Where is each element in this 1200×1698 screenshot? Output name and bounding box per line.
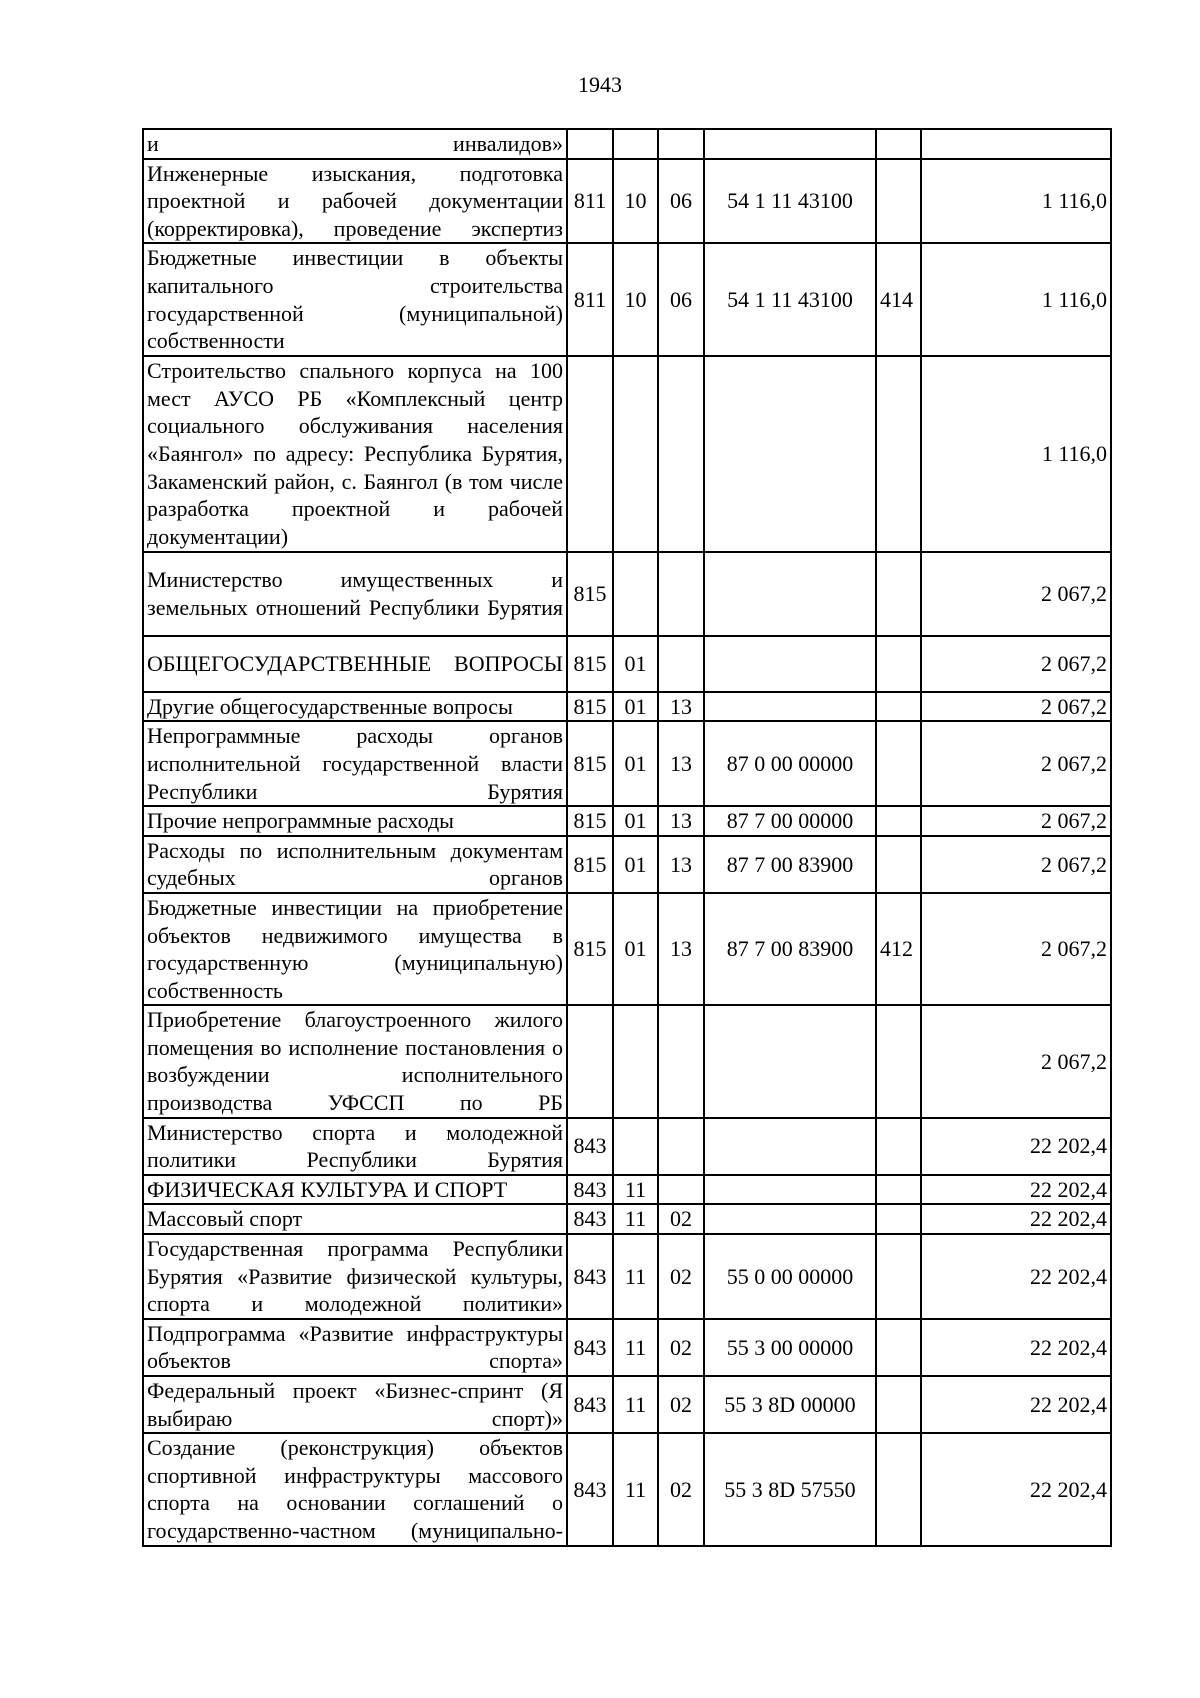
page-number: 1943 [578, 72, 622, 97]
vr-cell [876, 636, 921, 692]
table-row [143, 692, 1111, 722]
gr-cell [567, 356, 613, 552]
csr-cell: 87 0 00 00000 [704, 721, 876, 806]
row-name-cell: ФИЗИЧЕСКАЯ КУЛЬТУРА И СПОРТ [143, 1175, 567, 1205]
vr-cell [876, 1204, 921, 1234]
vr-cell [876, 806, 921, 836]
row-name-cell: Приобретение благоустроенного жилого помещения во исполнение постановления о возбуждении исполнительного производства УФССП по РБ [143, 1005, 567, 1117]
gr-cell [567, 129, 613, 159]
csr-cell [704, 552, 876, 636]
sum-cell: 22 202,4 [921, 1319, 1111, 1376]
sum-cell: 22 202,4 [921, 1118, 1111, 1175]
rz-cell [613, 356, 658, 552]
gr-cell: 815 [567, 636, 613, 692]
gr-cell: 843 [567, 1118, 613, 1175]
pr-cell: 02 [658, 1234, 704, 1319]
pr-cell [658, 1175, 704, 1205]
row-name-cell: Инженерные изыскания, подготовка проектной и рабочей документации (корректировка), проведение экспертиз [143, 159, 567, 244]
row-name-cell: Министерство спорта и молодежной политики Республики Бурятия [143, 1118, 567, 1175]
gr-cell: 843 [567, 1376, 613, 1433]
vr-cell: 412 [876, 893, 921, 1005]
csr-cell: 55 3 8D 00000 [704, 1376, 876, 1433]
row-name-cell: Расходы по исполнительным документам судебных органов [143, 836, 567, 893]
row-name-cell: Создание (реконструкция) объектов спортивной инфраструктуры массового спорта на основании соглашений о государственно-частном (муниципально- [143, 1433, 567, 1545]
pr-cell: 06 [658, 159, 704, 244]
pr-cell [658, 552, 704, 636]
row-name-cell: Непрограммные расходы органов исполнительной государственной власти Республики Бурятия [143, 721, 567, 806]
row-name-cell: Другие общегосударственные вопросы [143, 692, 567, 722]
csr-cell [704, 1204, 876, 1234]
vr-cell [876, 1234, 921, 1319]
pr-cell: 13 [658, 692, 704, 722]
pr-cell [658, 129, 704, 159]
sum-cell: 2 067,2 [921, 1005, 1111, 1117]
rz-cell: 11 [613, 1433, 658, 1545]
gr-cell: 815 [567, 552, 613, 636]
table-row [143, 1204, 1111, 1234]
pr-cell: 13 [658, 836, 704, 893]
rz-cell [613, 129, 658, 159]
rz-cell [613, 552, 658, 636]
sum-cell: 2 067,2 [921, 636, 1111, 692]
csr-cell [704, 129, 876, 159]
table-row [143, 721, 1111, 806]
pr-cell: 02 [658, 1433, 704, 1545]
sum-cell: 22 202,4 [921, 1433, 1111, 1545]
rz-cell: 01 [613, 721, 658, 806]
table-row [143, 636, 1111, 692]
csr-cell: 54 1 11 43100 [704, 243, 876, 355]
sum-cell: 2 067,2 [921, 836, 1111, 893]
pr-cell: 13 [658, 806, 704, 836]
gr-cell: 843 [567, 1319, 613, 1376]
rz-cell: 01 [613, 692, 658, 722]
vr-cell [876, 1005, 921, 1117]
gr-cell: 811 [567, 243, 613, 355]
row-name-cell: Министерство имущественных и земельных отношений Республики Бурятия [143, 552, 567, 636]
row-name-cell: Бюджетные инвестиции на приобретение объектов недвижимого имущества в государственную (муниципальную) собственность [143, 893, 567, 1005]
pr-cell: 06 [658, 243, 704, 355]
gr-cell: 815 [567, 721, 613, 806]
rz-cell: 10 [613, 159, 658, 244]
table-row [143, 836, 1111, 893]
table-row [143, 1005, 1111, 1117]
vr-cell [876, 1118, 921, 1175]
gr-cell: 843 [567, 1175, 613, 1205]
rz-cell: 11 [613, 1175, 658, 1205]
table-row [143, 356, 1111, 552]
pr-cell: 02 [658, 1319, 704, 1376]
vr-cell: 414 [876, 243, 921, 355]
table-row [143, 129, 1111, 159]
table-row [143, 1234, 1111, 1319]
gr-cell: 811 [567, 159, 613, 244]
sum-cell: 2 067,2 [921, 893, 1111, 1005]
rz-cell: 01 [613, 836, 658, 893]
csr-cell: 87 7 00 83900 [704, 893, 876, 1005]
vr-cell [876, 1433, 921, 1545]
sum-cell: 22 202,4 [921, 1204, 1111, 1234]
sum-cell: 1 116,0 [921, 159, 1111, 244]
pr-cell [658, 1005, 704, 1117]
vr-cell [876, 552, 921, 636]
sum-cell: 22 202,4 [921, 1175, 1111, 1205]
gr-cell: 843 [567, 1204, 613, 1234]
rz-cell: 11 [613, 1234, 658, 1319]
table-row [143, 1175, 1111, 1205]
table-row [143, 1319, 1111, 1376]
row-name-cell: ОБЩЕГОСУДАРСТВЕННЫЕ ВОПРОСЫ [143, 636, 567, 692]
vr-cell [876, 836, 921, 893]
gr-cell: 815 [567, 893, 613, 1005]
vr-cell [876, 692, 921, 722]
rz-cell: 11 [613, 1319, 658, 1376]
csr-cell [704, 1118, 876, 1175]
sum-cell: 1 116,0 [921, 356, 1111, 552]
table-row [143, 159, 1111, 244]
vr-cell [876, 721, 921, 806]
sum-cell: 22 202,4 [921, 1376, 1111, 1433]
gr-cell: 815 [567, 692, 613, 722]
sum-cell: 2 067,2 [921, 806, 1111, 836]
sum-cell: 22 202,4 [921, 1234, 1111, 1319]
csr-cell: 87 7 00 83900 [704, 836, 876, 893]
csr-cell [704, 692, 876, 722]
sum-cell: 2 067,2 [921, 552, 1111, 636]
table-row [143, 243, 1111, 355]
pr-cell: 13 [658, 893, 704, 1005]
vr-cell [876, 159, 921, 244]
pr-cell: 13 [658, 721, 704, 806]
gr-cell: 815 [567, 836, 613, 893]
gr-cell [567, 1005, 613, 1117]
csr-cell [704, 1005, 876, 1117]
table-row [143, 1376, 1111, 1433]
rz-cell: 01 [613, 806, 658, 836]
vr-cell [876, 129, 921, 159]
table-row [143, 552, 1111, 636]
rz-cell: 11 [613, 1204, 658, 1234]
csr-cell [704, 1175, 876, 1205]
pr-cell [658, 356, 704, 552]
csr-cell [704, 356, 876, 552]
vr-cell [876, 1319, 921, 1376]
sum-cell: 1 116,0 [921, 243, 1111, 355]
row-name-cell: Федеральный проект «Бизнес-спринт (Я выбираю спорт)» [143, 1376, 567, 1433]
row-name-cell: Прочие непрограммные расходы [143, 806, 567, 836]
budget-table [142, 128, 1112, 1547]
row-name-cell: Массовый спорт [143, 1204, 567, 1234]
gr-cell: 815 [567, 806, 613, 836]
csr-cell: 55 3 00 00000 [704, 1319, 876, 1376]
vr-cell [876, 1175, 921, 1205]
csr-cell [704, 636, 876, 692]
table-row [143, 1118, 1111, 1175]
rz-cell: 11 [613, 1376, 658, 1433]
rz-cell [613, 1118, 658, 1175]
row-name-cell: Подпрограмма «Развитие инфраструктуры объектов спорта» [143, 1319, 567, 1376]
csr-cell: 55 0 00 00000 [704, 1234, 876, 1319]
rz-cell: 01 [613, 893, 658, 1005]
vr-cell [876, 356, 921, 552]
csr-cell: 54 1 11 43100 [704, 159, 876, 244]
csr-cell: 87 7 00 00000 [704, 806, 876, 836]
table-row [143, 1433, 1111, 1545]
sum-cell [921, 129, 1111, 159]
sum-cell: 2 067,2 [921, 692, 1111, 722]
pr-cell [658, 1118, 704, 1175]
gr-cell: 843 [567, 1234, 613, 1319]
pr-cell: 02 [658, 1376, 704, 1433]
pr-cell [658, 636, 704, 692]
rz-cell: 10 [613, 243, 658, 355]
row-name-cell: и инвалидов» [143, 129, 567, 159]
rz-cell [613, 1005, 658, 1117]
csr-cell: 55 3 8D 57550 [704, 1433, 876, 1545]
table-row [143, 806, 1111, 836]
row-name-cell: Бюджетные инвестиции в объекты капитального строительства государственной (муниципальной) собственности [143, 243, 567, 355]
table-row [143, 893, 1111, 1005]
vr-cell [876, 1376, 921, 1433]
row-name-cell: Государственная программа Республики Бурятия «Развитие физической культуры, спорта и молодежной политики» [143, 1234, 567, 1319]
rz-cell: 01 [613, 636, 658, 692]
pr-cell: 02 [658, 1204, 704, 1234]
sum-cell: 2 067,2 [921, 721, 1111, 806]
gr-cell: 843 [567, 1433, 613, 1545]
row-name-cell: Строительство спального корпуса на 100 мест АУСО РБ «Комплексный центр социального обслуживания населения «Баянгол» по адресу: Республика Бурятия, Закаменский район, с. Баянгол (в том числе разработка проектной и рабочей документации) [143, 356, 567, 552]
